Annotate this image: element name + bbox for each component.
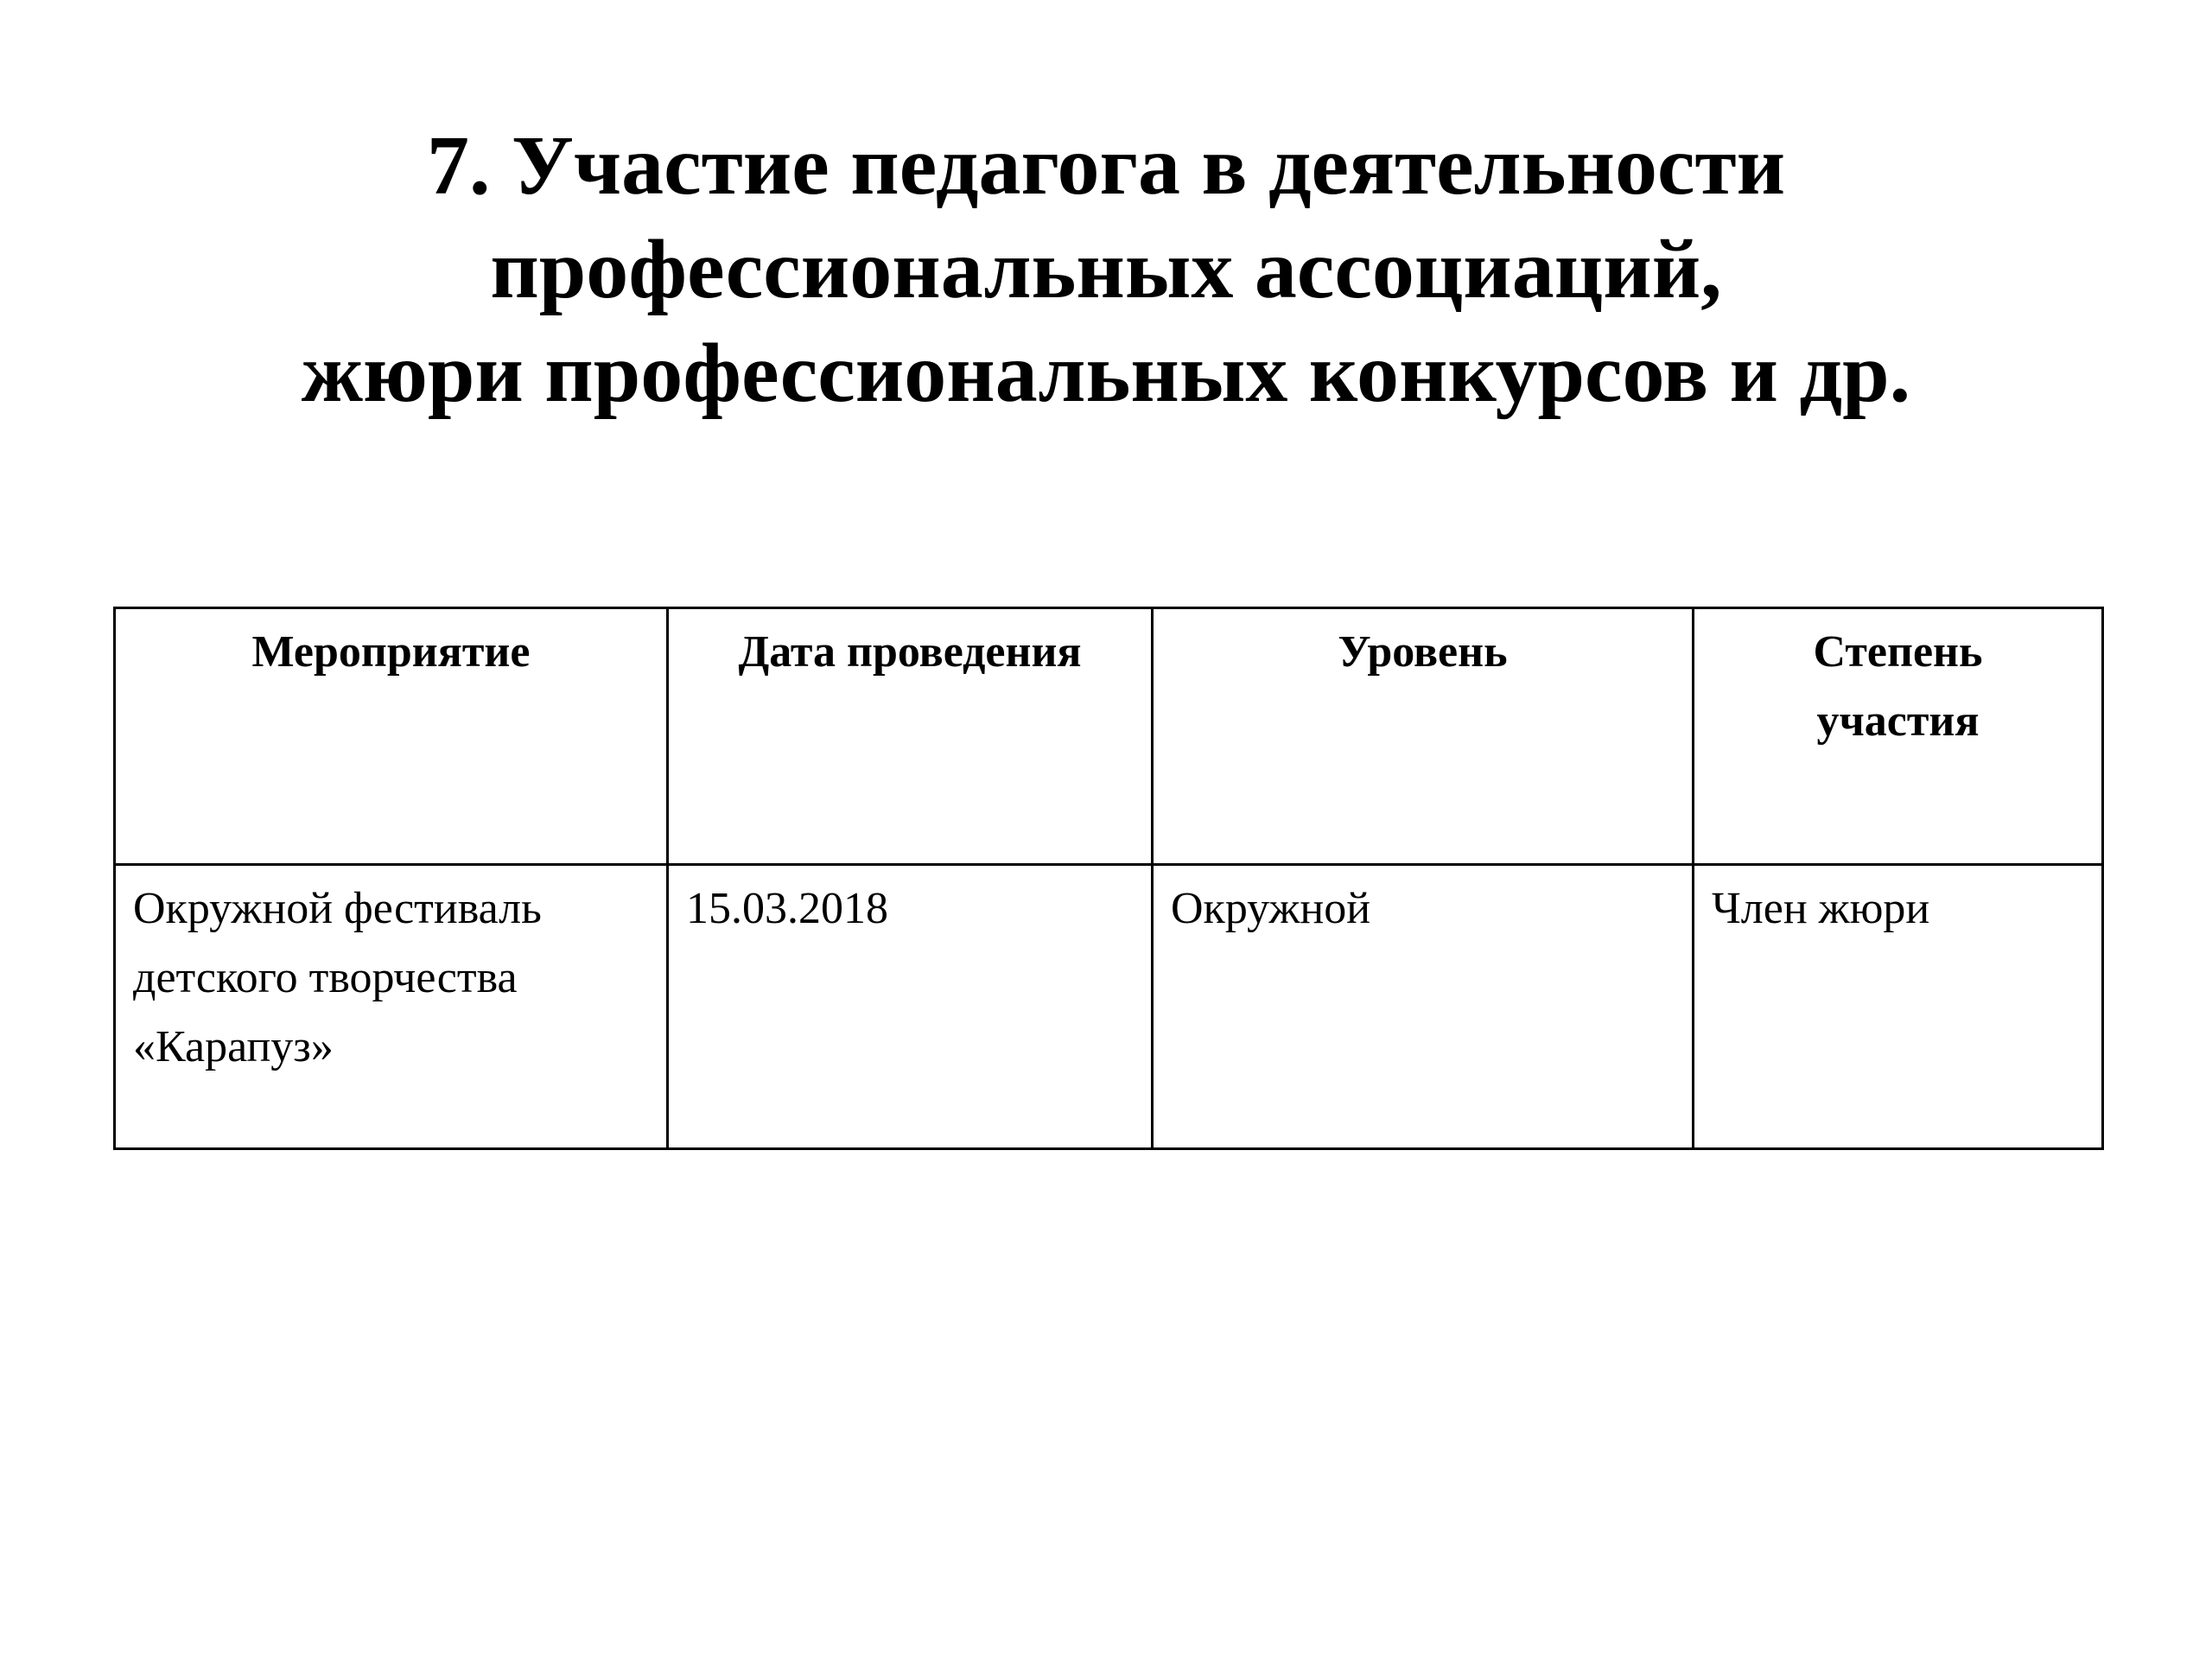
table-header-row (115, 608, 2103, 865)
header-level: Уровень (1153, 608, 1694, 865)
cell-date: 15.03.2018 (668, 865, 1153, 1149)
header-role: Степень участия (1694, 608, 2103, 865)
cell-event: Окружной фестиваль детского творчества «Карапуз» (115, 865, 668, 1149)
title-line-3: жюри профессиональных конкурсов и др. (301, 327, 1911, 420)
header-date: Дата проведения (668, 608, 1153, 865)
title-line-1: 7. Участие педагога в деятельности (426, 119, 1786, 213)
participation-table (113, 607, 2104, 1150)
title-line-2: профессиональных ассоциаций, (490, 223, 1722, 316)
header-event: Мероприятие (115, 608, 668, 865)
table-row (115, 865, 2103, 1149)
cell-role: Член жюри (1694, 865, 2103, 1149)
slide-title (0, 114, 2212, 425)
cell-level: Окружной (1153, 865, 1694, 1149)
